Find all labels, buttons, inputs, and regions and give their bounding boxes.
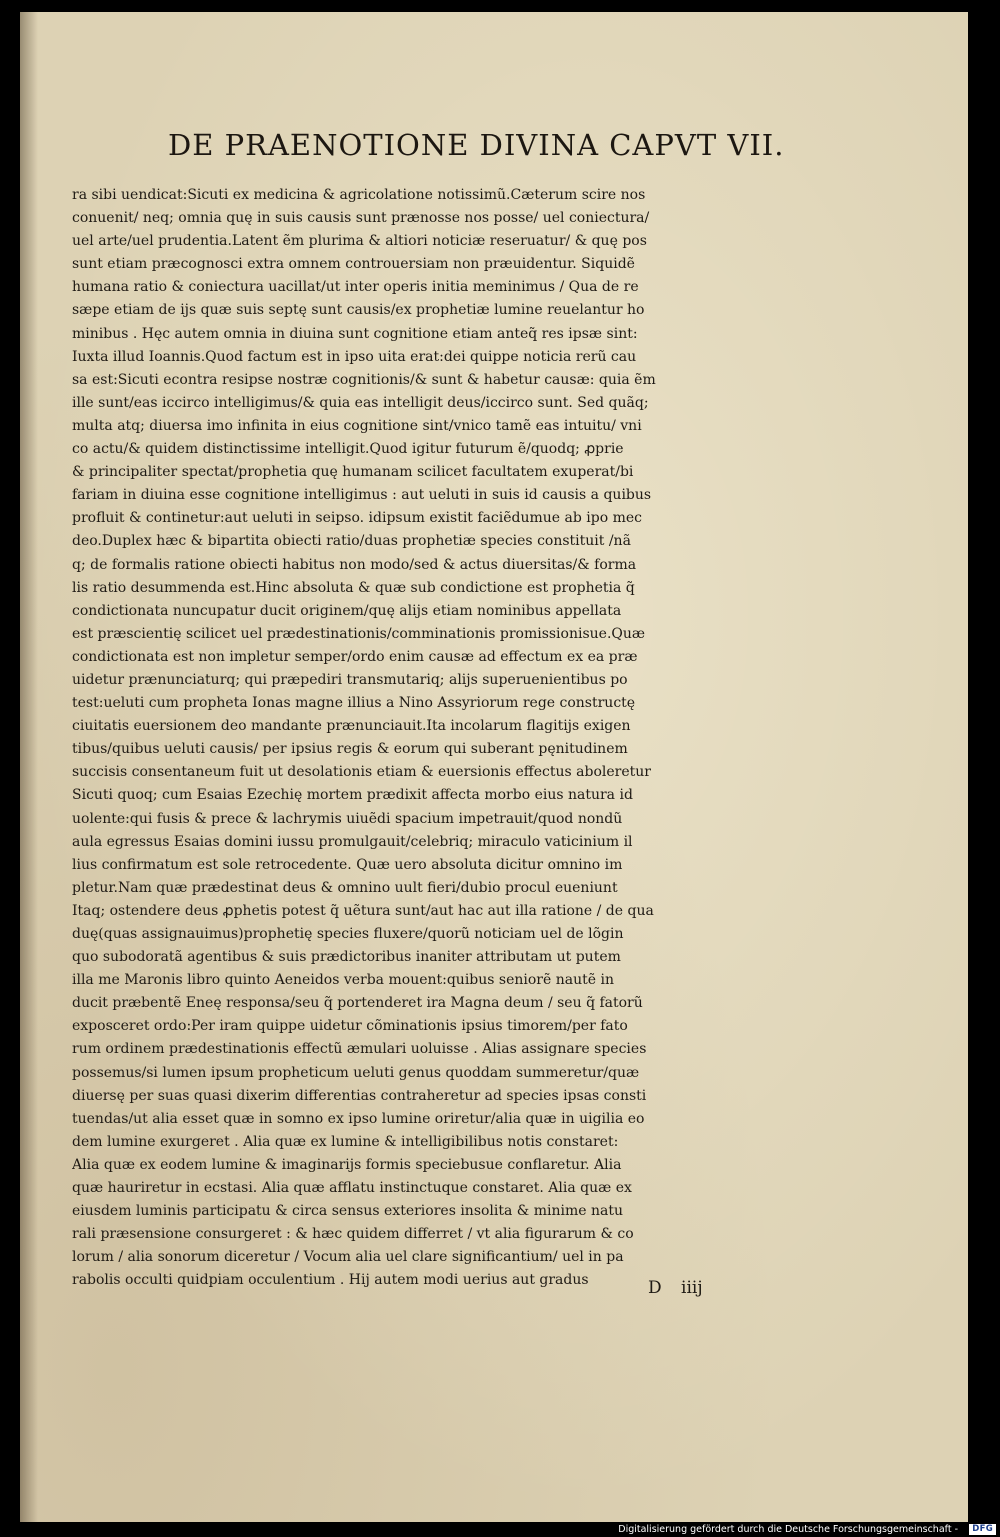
text-line: Alia quæ ex eodem lumine & imaginarijs formis speciebusue conflaretur. Alia [72, 1156, 622, 1173]
text-line: tibus/quibus ueluti causis/ per ipsius regis & eorum qui suberant pęnitudinem [72, 741, 628, 758]
text-line: duę(quas assignauimus)prophetię species fluxere/quorũ noticiam uel de lõgin [72, 926, 624, 942]
text-line: dem lumine exurgeret . Alia quæ ex lumine & intelligibilibus notis constaret: [72, 1133, 619, 1150]
running-title: DE PRAENOTIONE DIVINA CAPVT VII. [168, 128, 785, 162]
text-line: Iuxta illud Ioannis.Quod factum est in ipso uita erat:dei quippe noticia rerũ cau [72, 348, 637, 365]
text-line: est præscientię scilicet uel prædestinationis/comminationis promissionisue.Quæ [72, 625, 646, 642]
text-line: deo.Duplex hæc & bipartita obiecti ratio/duas prophetiæ species constituit /nã [72, 533, 631, 550]
signature-mark: D iiij [648, 1278, 703, 1298]
text-line: ille sunt/eas iccirco intelligimus/& quia eas intelligit deus/iccirco sunt. Sed quãq; [72, 394, 649, 411]
text-line: lis ratio desummenda est.Hinc absoluta & quæ sub condictione est prophetia q̃ [72, 579, 635, 596]
text-line: diuersę per suas quasi dixerim differentias contraheretur ad species ipsas consti [72, 1087, 647, 1104]
text-line: uel arte/uel prudentia.Latent ẽm plurima & altiori noticiæ reseruatur/ & quę pos [72, 233, 647, 250]
text-line: q; de formalis ratione obiecti habitus non modo/sed & actus diuersitas/& forma [72, 556, 637, 573]
text-line: condictionata est non impletur semper/ordo enim causæ ad effectum ex ea præ [72, 648, 638, 665]
text-line: condictionata nuncupatur ducit originem/quę alijs etiam nominibus appellata [72, 602, 622, 619]
text-line: pletur.Nam quæ prædestinat deus & omnino uult fieri/dubio procul eueniunt [72, 879, 618, 896]
text-line: test:ueluti cum propheta Ionas magne illius a Nino Assyriorum rege constructę [72, 695, 636, 712]
text-line: minibus . Hęc autem omnia in diuina sunt cognitione etiam anteq̃ res ipsæ sint: [72, 325, 638, 342]
text-line: quo subodoratã agentibus & suis prædictoribus inaniter attributam ut putem [72, 949, 621, 966]
page-fold-shadow [20, 12, 38, 1522]
text-line: rali præsensione consurgeret : & hæc quidem differret / vt alia figurarum & co [72, 1226, 634, 1243]
text-line: ra sibi uendicat:Sicuti ex medicina & agricolatione notissimũ.Cæterum scire nos [72, 187, 646, 203]
text-line: uolente:qui fusis & prece & lachrymis uiuẽdi spacium impetrauit/quod nondũ [72, 810, 623, 827]
text-line: Sicuti quoq; cum Esaias Ezechię mortem prædixit affecta morbo eius natura id [72, 787, 633, 804]
text-line: Itaq; ostendere deus ꝓphetis potest q̃ uẽtura sunt/aut hac aut illa ratione / de qua [72, 902, 654, 919]
text-line: rum ordinem prædestinationis effectũ æmulari uoluisse . Alias assignare species [72, 1041, 647, 1058]
text-line: ducit præbentẽ Eneę responsa/seu q̃ portenderet ira Magna deum / seu q̃ fatorũ [72, 995, 643, 1012]
text-line: co actu/& quidem distinctissime intelligit.Quod igitur futurum ẽ/quodq; ꝓprie [72, 441, 624, 458]
text-line: sunt etiam præcognosci extra omnem controuersiam non præuidentur. Siquidẽ [72, 256, 635, 273]
text-line: & principaliter spectat/prophetia quę humanam scilicet facultatem exuperat/bi [72, 464, 634, 481]
dfg-logo: DFG [969, 1524, 996, 1535]
text-line: succisis consentaneum fuit ut desolationis etiam & euersionis effectus aboleretur [72, 764, 651, 781]
text-line: aula egressus Esaias domini iussu promulgauit/celebriq; miraculo vaticinium il [72, 833, 633, 850]
text-line: conuenit/ neq; omnia quę in suis causis sunt prænosse nos posse/ uel coniectura/ [72, 210, 650, 227]
text-line: multa atq; diuersa imo infinita in eius cognitione sint/vnico tamẽ eas intuitu/ vni [72, 417, 642, 434]
text-block [72, 184, 762, 1293]
text-line: sa est:Sicuti econtra resipse nostræ cognitionis/& sunt & habetur causæ: quia ẽm [72, 371, 656, 388]
text-line: exposceret ordo:Per iram quippe uidetur cõminationis ipsius timorem/per fato [72, 1018, 628, 1035]
text-line: humana ratio & coniectura uacillat/ut inter operis initia meminimus / Qua de re [72, 279, 639, 296]
text-line: possemus/si lumen ipsum propheticum ueluti genus quoddam summeretur/quæ [72, 1064, 640, 1081]
text-line: lius confirmatum est sole retrocedente. Quæ uero absoluta dicitur omnino im [72, 856, 623, 873]
text-line: ciuitatis euersionem deo mandante prænunciauit.Ita incolarum flagitijs exigen [72, 718, 631, 735]
text-line: eiusdem luminis participatu & circa sensus exteriores insolita & minime natu [72, 1203, 623, 1220]
text-line: sæpe etiam de ijs quæ suis septę sunt causis/ex prophetiæ lumine reuelantur ho [72, 302, 645, 319]
book-page [20, 12, 968, 1522]
footer-credit: Digitalisierung gefördert durch die Deutsche Forschungsgemeinschaft - [618, 1524, 958, 1535]
text-line: lorum / alia sonorum diceretur / Vocum alia uel clare significantium/ uel in pa [72, 1249, 624, 1266]
text-line: profluit & continetur:aut ueluti in seipso. idipsum existit faciẽdumue ab ipo mec [72, 510, 643, 527]
text-line: quæ hauriretur in ecstasi. Alia quæ afflatu instinctuque constaret. Alia quæ ex [72, 1180, 632, 1197]
text-line: fariam in diuina esse cognitione intelligimus : aut ueluti in suis id causis a quibus [72, 487, 652, 504]
text-line: uidetur prænunciaturq; qui præpediri transmutariq; alijs superuenientibus po [72, 671, 628, 688]
text-line: tuendas/ut alia esset quæ in somno ex ipso lumine oriretur/alia quæ in uigilia eo [72, 1110, 645, 1127]
text-line: rabolis occulti quidpiam occulentium . Hij autem modi uerius aut gradus [72, 1272, 589, 1289]
text-line: illa me Maronis libro quinto Aeneidos verba mouent:quibus seniorẽ nautẽ in [72, 972, 614, 989]
